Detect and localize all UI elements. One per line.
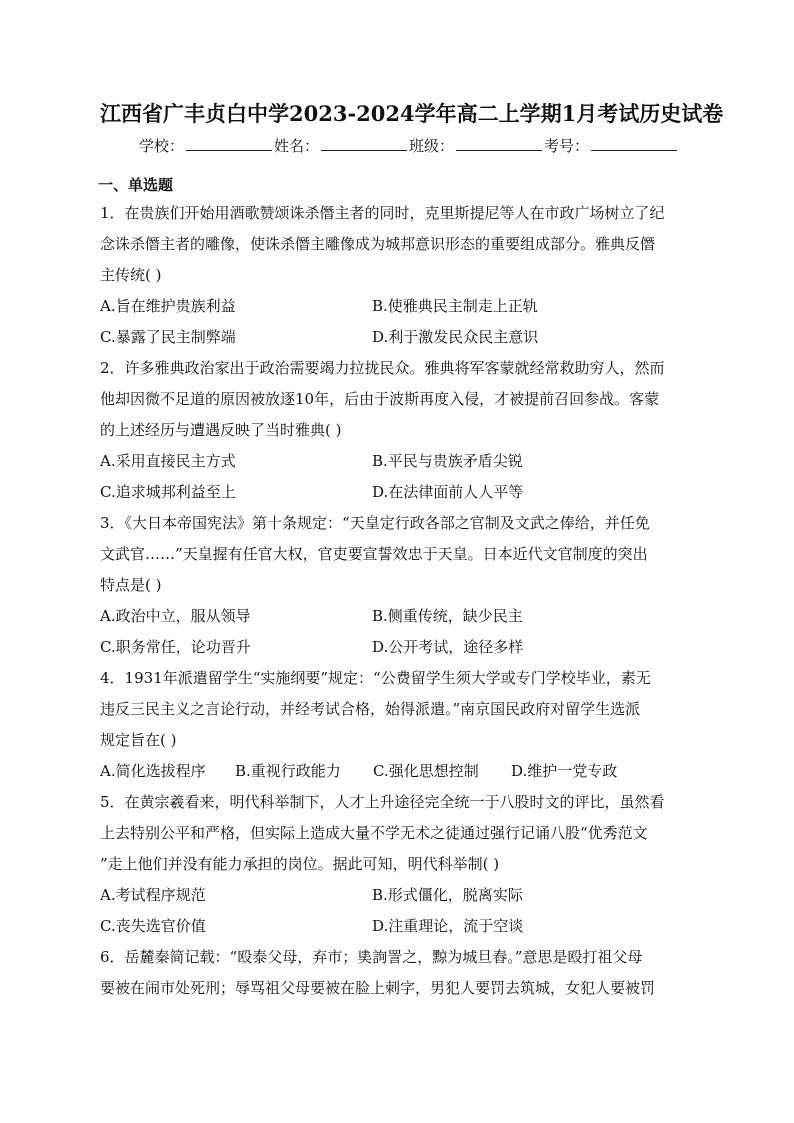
options-row: [100, 446, 706, 477]
student-info-line: [112, 134, 706, 158]
option-a[interactable]: A.旨在维护贵族利益: [100, 297, 236, 315]
question-4: [100, 663, 706, 787]
question-line: 3．《大日本帝国宪法》第十条规定：“天皇定行政各部之官制及文武之俸给，并任免: [100, 514, 650, 532]
question-5: [100, 787, 706, 942]
question-line: 文武官……”天皇握有任官大权，官吏要宣誓效忠于天皇。日本近代文官制度的突出: [100, 545, 648, 563]
option-c[interactable]: C.职务常任，论功晋升: [100, 638, 251, 656]
option-d[interactable]: D.维护一党专政: [511, 762, 618, 780]
option-d[interactable]: D.注重理论，流于空谈: [372, 917, 524, 935]
question-line: 上去特别公平和严格，但实际上造成大量不学无术之徒通过强行记诵八股“优秀范文: [100, 824, 648, 842]
option-b[interactable]: B.侧重传统，缺少民主: [372, 607, 523, 625]
class-label: 班级：: [409, 137, 455, 155]
options-row: [100, 291, 706, 322]
exam-number-blank[interactable]: [591, 135, 677, 151]
question-2: [100, 353, 706, 508]
question-line: 规定旨在( ): [100, 731, 177, 749]
question-list: [100, 198, 706, 1004]
options-row: [100, 322, 706, 353]
options-row: [100, 880, 706, 911]
exam-title: 江西省广丰贞白中学2023-2024学年高二上学期1月考试历史试卷: [100, 101, 724, 126]
question-line: 他却因微不足道的原因被放逐10年，后由于波斯再度入侵，才被提前召回参战。客蒙: [100, 390, 660, 408]
option-d[interactable]: D.公开考试，途径多样: [372, 638, 524, 656]
question-3: [100, 508, 706, 663]
question-line: 的上述经历与遭遇反映了当时雅典( ): [100, 421, 342, 439]
question-line: ”走上他们并没有能力承担的岗位。据此可知，明代科举制( ): [100, 855, 500, 873]
question-6: [100, 942, 706, 1004]
question-line: 5．在黄宗羲看来，明代科举制下，人才上升途径完全统一于八股时文的评比，虽然看: [100, 793, 665, 811]
option-c[interactable]: C.强化思想控制: [373, 762, 479, 780]
option-c[interactable]: C.暴露了民主制弊端: [100, 328, 236, 346]
name-blank[interactable]: [321, 135, 407, 151]
option-b[interactable]: B.平民与贵族矛盾尖锐: [372, 452, 523, 470]
option-d[interactable]: D.利于激发民众民主意识: [372, 328, 539, 346]
option-a[interactable]: A.考试程序规范: [100, 886, 206, 904]
options-row: [100, 632, 706, 663]
option-a[interactable]: A.采用直接民主方式: [100, 452, 236, 470]
options-row: [100, 756, 706, 787]
option-c[interactable]: C.丧失选官价值: [100, 917, 206, 935]
option-d[interactable]: D.在法律面前人人平等: [372, 483, 524, 501]
question-line: 违反三民主义之言论行动，并经考试合格，始得派遣。”南京国民政府对留学生选派: [100, 700, 641, 718]
option-a[interactable]: A.简化选拔程序: [100, 762, 206, 780]
question-line: 念诛杀僭主者的雕像，使诛杀僭主雕像成为城邦意识形态的重要组成部分。雅典反僭: [100, 235, 656, 253]
option-a[interactable]: A.政治中立，服从领导: [100, 607, 251, 625]
question-line: 4．1931年派遣留学生“实施纲要”规定：“公费留学生须大学或专门学校毕业，素无: [100, 669, 651, 687]
school-label: 学校：: [138, 137, 184, 155]
exam-number-label: 考号：: [544, 137, 590, 155]
class-blank[interactable]: [456, 135, 542, 151]
section-title: 一、单选题: [98, 176, 174, 194]
options-row: [100, 601, 706, 632]
question-line: 6．岳麓秦简记载：“殴泰父母，弃市；奊詢詈之，黥为城旦舂。”意思是殴打祖父母: [100, 948, 643, 966]
options-row: [100, 477, 706, 508]
school-blank[interactable]: [186, 135, 272, 151]
question-1: [100, 198, 706, 353]
name-label: 姓名：: [273, 137, 319, 155]
option-b[interactable]: B.使雅典民主制走上正轨: [372, 297, 538, 315]
options-row: [100, 911, 706, 942]
option-c[interactable]: C.追求城邦利益至上: [100, 483, 236, 501]
question-line: 特点是( ): [100, 576, 162, 594]
question-line: 主传统( ): [100, 266, 162, 284]
question-line: 2．许多雅典政治家出于政治需要竭力拉拢民众。雅典将军客蒙就经常救助穷人，然而: [100, 359, 665, 377]
question-line: 要被在闹市处死刑；辱骂祖父母要被在脸上刺字，男犯人要罚去筑城，女犯人要被罚: [100, 979, 656, 997]
option-b[interactable]: B.重视行政能力: [235, 762, 341, 780]
question-line: 1．在贵族们开始用酒歌赞颂诛杀僭主者的同时，克里斯提尼等人在市政广场树立了纪: [100, 204, 665, 222]
option-b[interactable]: B.形式僵化，脱离实际: [372, 886, 523, 904]
